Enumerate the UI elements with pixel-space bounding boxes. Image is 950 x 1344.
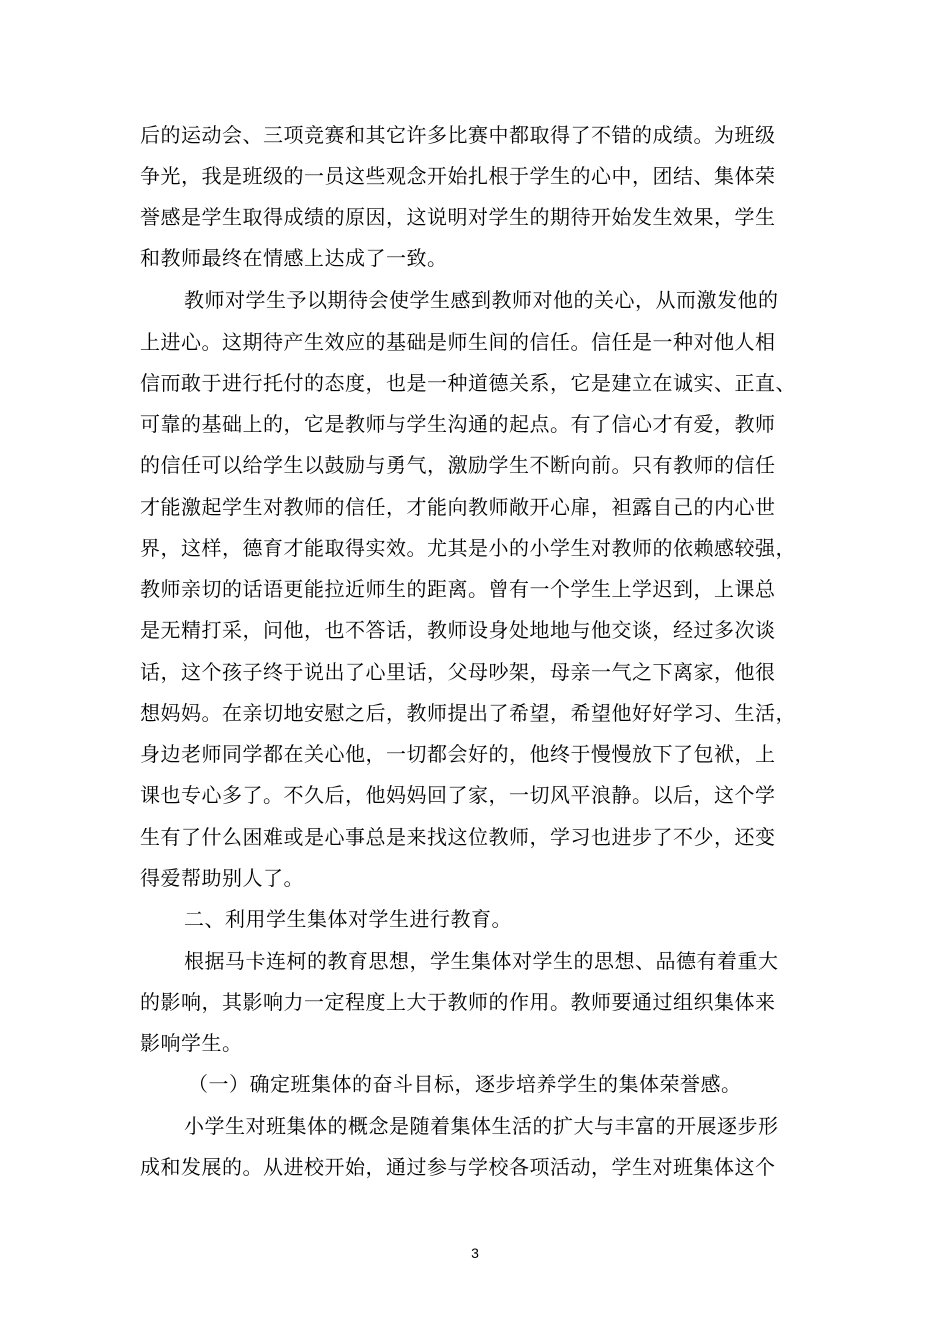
text-line: 可靠的基础上的，它是教师与学生沟通的起点。有了信心才有爱，教师 — [140, 412, 776, 436]
text-line: 身边老师同学都在关心他，一切都会好的，他终于慢慢放下了包袱，上 — [140, 742, 776, 766]
text-line: 话，这个孩子终于说出了心里话，父母吵架，母亲一气之下离家，他很 — [140, 660, 776, 684]
text-line: 教师亲切的话语更能拉近师生的距离。曾有一个学生上学迟到，上课总 — [140, 577, 776, 601]
text-line: 得爱帮助别人了。 — [140, 866, 304, 890]
text-line: 影响学生。 — [140, 1031, 243, 1055]
text-line: 的影响，其影响力一定程度上大于教师的作用。教师要通过组织集体来 — [140, 990, 776, 1014]
text-line: 课也专心多了。不久后，他妈妈回了家，一切风平浪静。以后，这个学 — [140, 783, 776, 807]
paragraph-first-line: 根据马卡连柯的教育思想，学生集体对学生的思想、品德有着重大 — [184, 949, 779, 973]
text-line: 和教师最终在情感上达成了一致。 — [140, 246, 448, 270]
text-line: 上进心。这期待产生效应的基础是师生间的信任。信任是一种对他人相 — [140, 330, 776, 354]
text-line: 后的运动会、三项竞赛和其它许多比赛中都取得了不错的成绩。为班级 — [140, 123, 776, 147]
text-line: 界，这样，德育才能取得实效。尤其是小的小学生对教师的依赖感较强， — [140, 536, 796, 560]
text-line: 成和发展的。从进校开始，通过参与学校各项活动，学生对班集体这个 — [140, 1155, 776, 1179]
paragraph-first-line: 教师对学生予以期待会使学生感到教师对他的关心，从而激发他的 — [184, 288, 779, 312]
paragraph-first-line: 小学生对班集体的概念是随着集体生活的扩大与丰富的开展逐步形 — [184, 1114, 779, 1138]
text-line: 争光，我是班级的一员这些观念开始扎根于学生的心中，团结、集体荣 — [140, 164, 776, 188]
text-line: 信而敢于进行托付的态度，也是一种道德关系，它是建立在诚实、正直、 — [140, 371, 796, 395]
text-line: 想妈妈。在亲切地安慰之后，教师提出了希望，希望他好好学习、生活， — [140, 701, 796, 725]
page-number: 3 — [471, 1245, 479, 1261]
subsection-heading: （一）确定班集体的奋斗目标，逐步培养学生的集体荣誉感。 — [188, 1072, 742, 1096]
section-heading: 二、利用学生集体对学生进行教育。 — [184, 907, 512, 931]
text-line: 誉感是学生取得成绩的原因，这说明对学生的期待开始发生效果，学生 — [140, 205, 776, 229]
text-line: 生有了什么困难或是心事总是来找这位教师，学习也进步了不少，还变 — [140, 825, 776, 849]
text-line: 才能激起学生对教师的信任，才能向教师敞开心扉，袒露自己的内心世 — [140, 495, 776, 519]
text-line: 的信任可以给学生以鼓励与勇气，激励学生不断向前。只有教师的信任 — [140, 453, 776, 477]
text-line: 是无精打采，问他，也不答话，教师设身处地地与他交谈，经过多次谈 — [140, 618, 776, 642]
